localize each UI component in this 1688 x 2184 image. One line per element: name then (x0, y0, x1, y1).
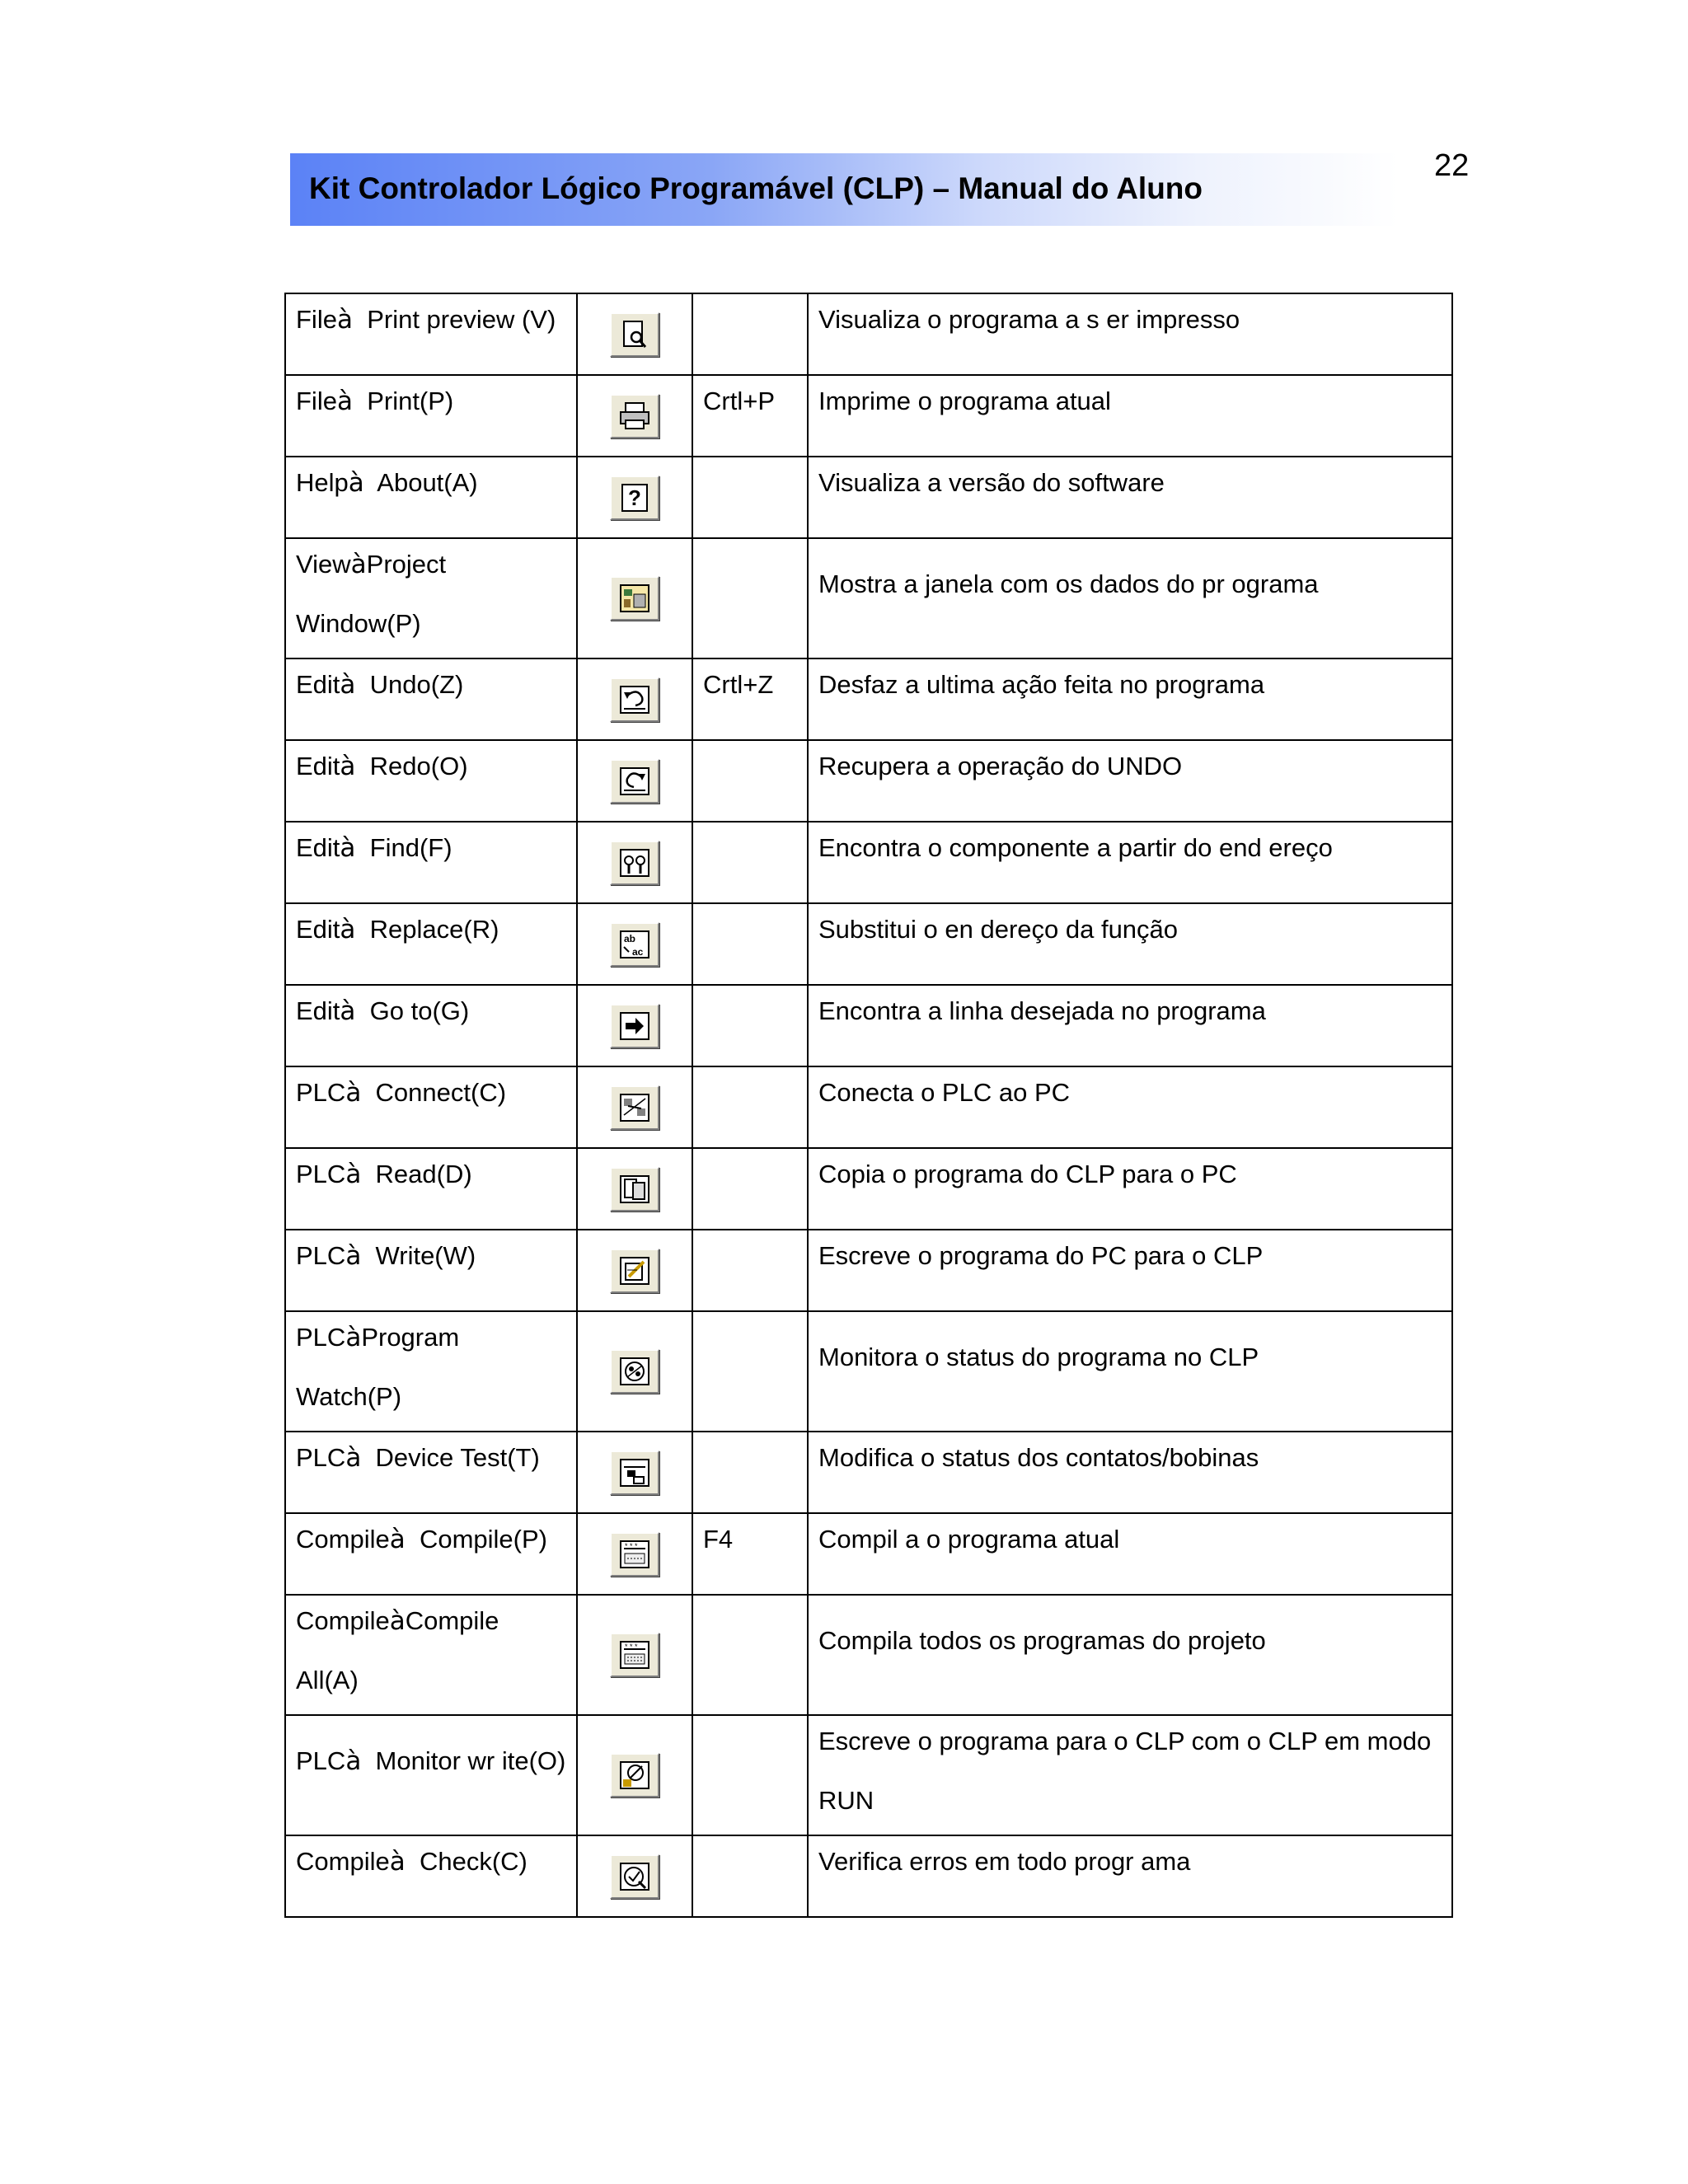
description-cell (808, 1148, 1452, 1230)
description-cell (808, 740, 1452, 822)
undo-icon (610, 677, 659, 722)
description-cell (808, 293, 1452, 375)
menu-arrow-glyph: à (389, 1606, 406, 1636)
description-text: Mostra a janela com os dados do pr ograma (818, 569, 1319, 598)
description-cell (808, 1595, 1452, 1715)
description-text: Visualiza o programa a s er impresso (818, 305, 1240, 334)
command-name: Program (361, 1323, 460, 1352)
menu-command-cell (285, 538, 577, 658)
description-text: Recupera a operação do UNDO (818, 752, 1183, 780)
shortcut-cell: Crtl+P (692, 375, 808, 457)
command-name: Connect(C) (375, 1078, 507, 1107)
menu-name: Edit (296, 670, 340, 699)
command-name: Find(F) (369, 833, 452, 862)
menu-arrow-glyph: à (389, 1847, 406, 1877)
shortcut-cell (692, 1066, 808, 1148)
description-text: Substitui o en dereço da função (818, 915, 1179, 944)
svg-text:ac: ac (632, 945, 644, 958)
menu-command-cell (285, 375, 577, 457)
description-text: Monitora o status do programa no CLP (818, 1343, 1259, 1371)
menu-command-cell (285, 1066, 577, 1148)
help-question-icon (610, 476, 659, 520)
svg-text:* * *: * * * (625, 1643, 638, 1651)
command-name: Compile (405, 1606, 499, 1635)
command-name: Redo(O) (369, 752, 468, 780)
description-text-line2: RUN (818, 1786, 874, 1815)
menu-name: PLC (296, 1443, 346, 1472)
description-text: Modifica o status dos contatos/bobinas (818, 1443, 1259, 1472)
command-name-line2: Watch(P) (296, 1382, 402, 1411)
description-cell (808, 457, 1452, 538)
table-row (285, 985, 1452, 1066)
description-cell (808, 658, 1452, 740)
menu-name: PLC (296, 1241, 346, 1270)
shortcut-cell (692, 1311, 808, 1432)
description-text: Compila todos os programas do projeto (818, 1626, 1266, 1655)
svg-text:?: ? (628, 485, 641, 510)
menu-command-cell (285, 1835, 577, 1917)
description-cell (808, 1715, 1452, 1835)
menu-name: Edit (296, 996, 340, 1025)
menu-arrow-glyph: à (345, 1241, 362, 1271)
menu-command-cell (285, 985, 577, 1066)
description-cell (808, 1432, 1452, 1513)
menu-command-cell (285, 740, 577, 822)
menu-command-cell (285, 903, 577, 985)
description-text: Encontra o componente a partir do end ereço (818, 833, 1333, 862)
menu-arrow-glyph: à (340, 752, 356, 781)
compile-icon (610, 1532, 659, 1577)
menu-arrow-glyph: à (340, 996, 356, 1026)
command-name: Compile(P) (419, 1525, 547, 1554)
shortcut-cell (692, 1715, 808, 1835)
menu-arrow-glyph: à (345, 1443, 362, 1473)
command-name-line2: All(A) (296, 1666, 359, 1694)
shortcut-cell (692, 822, 808, 903)
icon-cell (577, 1595, 692, 1715)
command-name: Replace(R) (369, 915, 499, 944)
find-icon (610, 841, 659, 885)
menu-arrow-glyph: à (336, 305, 353, 335)
icon-cell (577, 293, 692, 375)
table-row (285, 1513, 1452, 1595)
icon-cell (577, 1715, 692, 1835)
icon-cell (577, 985, 692, 1066)
description-cell (808, 1513, 1452, 1595)
icon-cell (577, 1066, 692, 1148)
table-row (285, 538, 1452, 658)
description-text: Compil a o programa atual (818, 1525, 1120, 1554)
menu-arrow-glyph: à (345, 1078, 362, 1108)
menu-name: Compile (296, 1525, 390, 1554)
table-row (285, 1835, 1452, 1917)
table-row (285, 740, 1452, 822)
icon-cell (577, 375, 692, 457)
table-row (285, 1230, 1452, 1311)
description-text: Escreve o programa do PC para o CLP (818, 1241, 1264, 1270)
table-row (285, 822, 1452, 903)
icon-cell (577, 822, 692, 903)
table-row (285, 1148, 1452, 1230)
icon-cell (577, 1311, 692, 1432)
redo-icon (610, 759, 659, 804)
program-watch-icon (610, 1349, 659, 1394)
menu-arrow-glyph: à (340, 670, 356, 700)
menu-name: PLC (296, 1746, 346, 1775)
icon-cell (577, 1148, 692, 1230)
shortcut-cell (692, 740, 808, 822)
command-name: Undo(Z) (369, 670, 464, 699)
menu-command-cell (285, 457, 577, 538)
command-table (284, 293, 1453, 1918)
description-text: Encontra a linha desejada no programa (818, 996, 1266, 1025)
menu-name: PLC (296, 1078, 346, 1107)
menu-arrow-glyph: à (345, 1323, 362, 1352)
icon-cell (577, 1513, 692, 1595)
menu-arrow-glyph: à (345, 1746, 362, 1776)
menu-name: PLC (296, 1160, 346, 1188)
command-name: Read(D) (375, 1160, 472, 1188)
description-cell (808, 375, 1452, 457)
description-cell (808, 822, 1452, 903)
menu-arrow-glyph: à (345, 1160, 362, 1189)
command-name: Device Test(T) (375, 1443, 540, 1472)
menu-name: Edit (296, 833, 340, 862)
command-name: Project (366, 550, 447, 579)
table-row (285, 1066, 1452, 1148)
icon-cell (577, 658, 692, 740)
description-text: Imprime o programa atual (818, 387, 1111, 415)
menu-command-cell (285, 1715, 577, 1835)
connect-icon (610, 1085, 659, 1130)
menu-command-cell (285, 1432, 577, 1513)
read-icon (610, 1167, 659, 1212)
description-text: Verifica erros em todo progr ama (818, 1847, 1191, 1876)
command-name: Monitor wr ite(O) (375, 1746, 566, 1775)
command-name-line2: Window(P) (296, 609, 421, 638)
table-row (285, 457, 1452, 538)
menu-name: File (296, 387, 337, 415)
description-cell (808, 1230, 1452, 1311)
table-row (285, 1715, 1452, 1835)
menu-command-cell (285, 1595, 577, 1715)
check-icon (610, 1854, 659, 1899)
description-cell (808, 1066, 1452, 1148)
table-row (285, 1432, 1452, 1513)
shortcut-cell (692, 1230, 808, 1311)
description-text: Escreve o programa para o CLP com o CLP em modo (818, 1727, 1432, 1755)
shortcut-cell: Crtl+Z (692, 658, 808, 740)
menu-name: Edit (296, 915, 340, 944)
command-name: Check(C) (419, 1847, 528, 1876)
shortcut-cell (692, 457, 808, 538)
shortcut-cell (692, 1595, 808, 1715)
menu-arrow-glyph: à (336, 387, 353, 416)
shortcut-cell (692, 1835, 808, 1917)
command-name: About(A) (377, 468, 478, 497)
shortcut-cell (692, 293, 808, 375)
menu-command-cell (285, 293, 577, 375)
goto-arrow-icon (610, 1004, 659, 1048)
printer-icon (610, 394, 659, 438)
menu-name: File (296, 305, 337, 334)
menu-arrow-glyph: à (350, 550, 367, 579)
shortcut-cell (692, 538, 808, 658)
print-preview-icon (610, 312, 659, 357)
table-row (285, 903, 1452, 985)
icon-cell (577, 457, 692, 538)
table-row (285, 658, 1452, 740)
description-text: Visualiza a versão do software (818, 468, 1165, 497)
document-title: Kit Controlador Lógico Programável (CLP) – Manual do Aluno (309, 171, 1203, 205)
description-cell (808, 985, 1452, 1066)
shortcut-cell (692, 1148, 808, 1230)
icon-cell (577, 538, 692, 658)
menu-arrow-glyph: à (348, 468, 364, 498)
svg-text:ab: ab (624, 932, 636, 944)
description-cell (808, 1835, 1452, 1917)
menu-command-cell (285, 822, 577, 903)
command-name: Go to(G) (369, 996, 470, 1025)
icon-cell (577, 903, 692, 985)
menu-arrow-glyph: à (340, 833, 356, 863)
description-text: Conecta o PLC ao PC (818, 1078, 1071, 1107)
description-text: Desfaz a ultima ação feita no programa (818, 670, 1265, 699)
menu-command-cell (285, 1311, 577, 1432)
table-row (285, 1595, 1452, 1715)
description-text: Copia o programa do CLP para o PC (818, 1160, 1237, 1188)
table-row (285, 293, 1452, 375)
menu-arrow-glyph: à (389, 1525, 406, 1554)
svg-text:* * *: * * * (625, 1541, 638, 1550)
icon-cell (577, 1230, 692, 1311)
table-row (285, 1311, 1452, 1432)
menu-arrow-glyph: à (340, 915, 356, 944)
menu-name: View (296, 550, 351, 579)
description-cell (808, 538, 1452, 658)
write-icon (610, 1249, 659, 1293)
menu-command-cell (285, 1230, 577, 1311)
menu-name: PLC (296, 1323, 346, 1352)
shortcut-cell (692, 903, 808, 985)
icon-cell (577, 740, 692, 822)
project-window-icon (610, 576, 659, 621)
icon-cell (577, 1432, 692, 1513)
command-name: Write(W) (375, 1241, 476, 1270)
compile-all-icon (610, 1633, 659, 1677)
menu-name: Compile (296, 1606, 390, 1635)
icon-cell (577, 1835, 692, 1917)
menu-command-cell (285, 1148, 577, 1230)
shortcut-cell (692, 1432, 808, 1513)
menu-command-cell (285, 1513, 577, 1595)
monitor-write-icon (610, 1753, 659, 1797)
menu-name: Edit (296, 752, 340, 780)
device-test-icon (610, 1451, 659, 1495)
description-cell (808, 1311, 1452, 1432)
shortcut-cell (692, 985, 808, 1066)
page-number: 22 (1434, 148, 1470, 183)
replace-icon (610, 922, 659, 967)
shortcut-cell: F4 (692, 1513, 808, 1595)
menu-command-cell (285, 658, 577, 740)
command-name: Print(P) (367, 387, 454, 415)
table-row (285, 375, 1452, 457)
menu-name: Help (296, 468, 349, 497)
description-cell (808, 903, 1452, 985)
command-name: Print preview (V) (367, 305, 556, 334)
menu-name: Compile (296, 1847, 390, 1876)
